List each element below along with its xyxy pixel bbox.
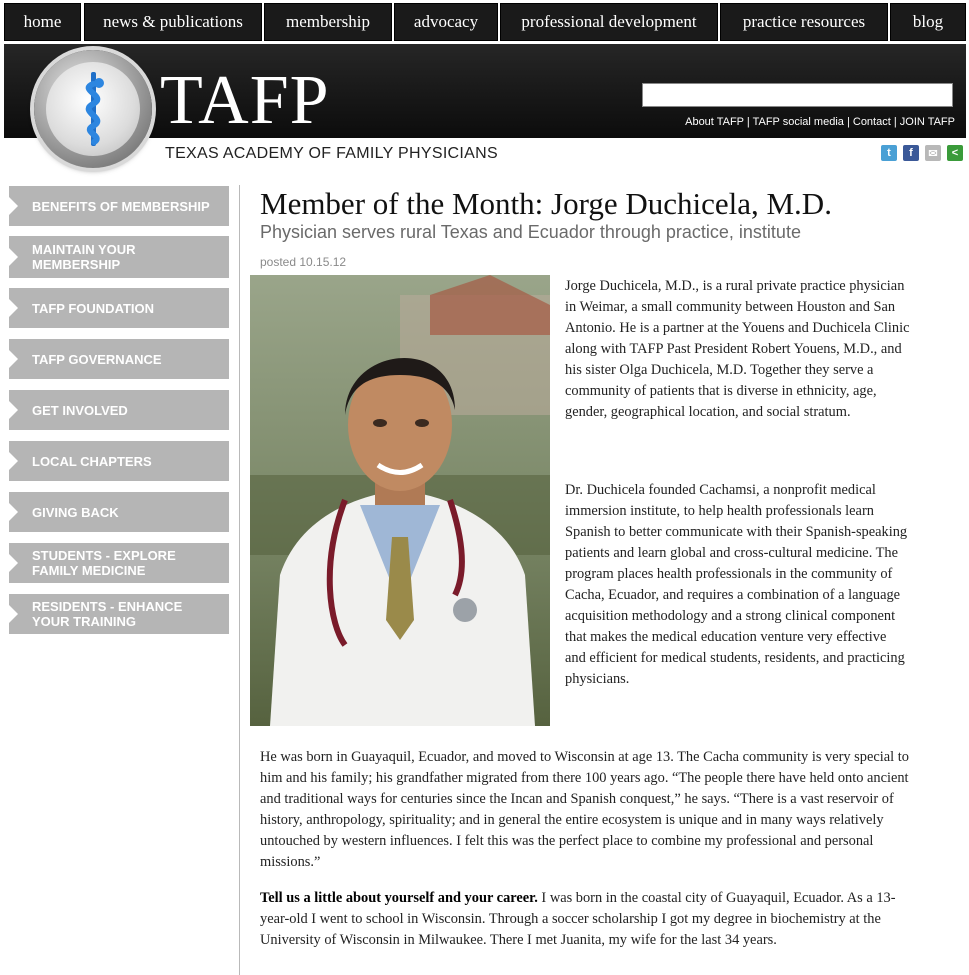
brand-tagline: TEXAS ACADEMY OF FAMILY PHYSICIANS xyxy=(165,145,498,162)
sidebar-item-governance[interactable]: TAFP GOVERNANCE xyxy=(9,339,229,379)
util-link-social-media[interactable]: TAFP social media xyxy=(752,116,844,128)
search-input[interactable] xyxy=(642,83,953,107)
nav-membership[interactable]: membership xyxy=(264,3,392,41)
article-paragraph-1: Jorge Duchicela, M.D., is a rural private practice physician in Weimar, a small community between Houston and San Antonio. He is a partner at the Youens and Duchicela Clinic along with TAFP Past President Robert Youens, M.D., and his sister Olga Duchicela, M.D. Together they serve a community of patients that is diverse in ethnicity, age, gender, geographical location, and social stratum. xyxy=(565,278,910,420)
nav-news-publications[interactable]: news & publications xyxy=(84,3,262,41)
sidebar-item-maintain[interactable]: MAINTAIN YOUR MEMBERSHIP xyxy=(9,236,229,278)
nav-blog[interactable]: blog xyxy=(890,3,966,41)
sidebar-item-benefits[interactable]: BENEFITS OF MEMBERSHIP xyxy=(9,186,229,226)
page-subtitle: Physician serves rural Texas and Ecuador through practice, institute xyxy=(260,222,801,242)
interview-question: Tell us a little about yourself and your career. xyxy=(260,890,538,906)
nav-advocacy[interactable]: advocacy xyxy=(394,3,498,41)
top-nav xyxy=(0,0,969,44)
brand-wordmark: TAFP xyxy=(160,62,330,139)
page-title: Member of the Month: Jorge Duchicela, M.D. xyxy=(260,186,832,221)
logo-emblem xyxy=(46,62,140,156)
article-paragraph-4 xyxy=(260,888,910,951)
nav-professional-development[interactable]: professional development xyxy=(500,3,718,41)
tafp-logo[interactable] xyxy=(34,50,152,168)
sidebar-item-get-involved[interactable]: GET INVOLVED xyxy=(9,390,229,430)
util-link-join[interactable]: JOIN TAFP xyxy=(899,116,955,128)
twitter-icon[interactable]: t xyxy=(881,145,897,161)
facebook-icon[interactable]: f xyxy=(903,145,919,161)
interview-answer: I was born in the coastal city of Guayaquil, Ecuador. As a 13-year-old I went to school in Wisconsin. Through a soccer scholarship I got my degree in biochemistry at the University of Wisconsin in Milwaukee. There I met Juanita, my wife for the last 34 years. xyxy=(260,890,896,948)
posted-date: posted 10.15.12 xyxy=(260,255,347,269)
util-link-about[interactable]: About TAFP xyxy=(685,116,744,128)
doctor-portrait-photo xyxy=(250,275,550,726)
content-divider xyxy=(239,185,240,975)
email-icon[interactable]: ✉ xyxy=(925,145,941,161)
sidebar-item-giving-back[interactable]: GIVING BACK xyxy=(9,492,229,532)
sidebar-item-residents[interactable]: RESIDENTS - ENHANCE YOUR TRAINING xyxy=(9,594,229,634)
article-paragraph-3: He was born in Guayaquil, Ecuador, and moved to Wisconsin at age 13. The Cacha community is very special to him and his family; his grandfather migrated from there 100 years ago. “The people there have held onto ancient and traditional ways for centuries since the Incan and Spanish conquest,” he says. “There is a vast reservoir of history, anthropology, spirituality; and in general the entire ecosystem is unique and in many ways relatively untouched by western influences. I felt this was the perfect place to combine my professional and personal missions.” xyxy=(260,749,909,870)
share-icon[interactable]: < xyxy=(947,145,963,161)
util-link-contact[interactable]: Contact xyxy=(852,116,891,128)
nav-home[interactable]: home xyxy=(4,3,81,41)
sidebar-item-local-chapters[interactable]: LOCAL CHAPTERS xyxy=(9,441,229,481)
nav-practice-resources[interactable]: practice resources xyxy=(720,3,888,41)
article-paragraph-2: Dr. Duchicela founded Cachamsi, a nonprofit medical immersion institute, to help health professionals learn Spanish to better communicate with their Spanish-speaking patients and learn global and cross-cultural medicine. The program places health professionals in the community of Cacha, Ecuador, and requires a combination of a language acquisition methodology and a strong clinical component that makes the medical education venture very effective and efficient for medical students, residents, and practicing physicians. xyxy=(565,482,908,687)
utility-links: About TAFP | TAFP social media | Contact | JOIN TAFP xyxy=(685,116,955,128)
staff-of-asclepius-icon xyxy=(46,62,140,156)
sidebar-item-students[interactable]: STUDENTS - EXPLORE FAMILY MEDICINE xyxy=(9,543,229,583)
sidebar-item-foundation[interactable]: TAFP FOUNDATION xyxy=(9,288,229,328)
